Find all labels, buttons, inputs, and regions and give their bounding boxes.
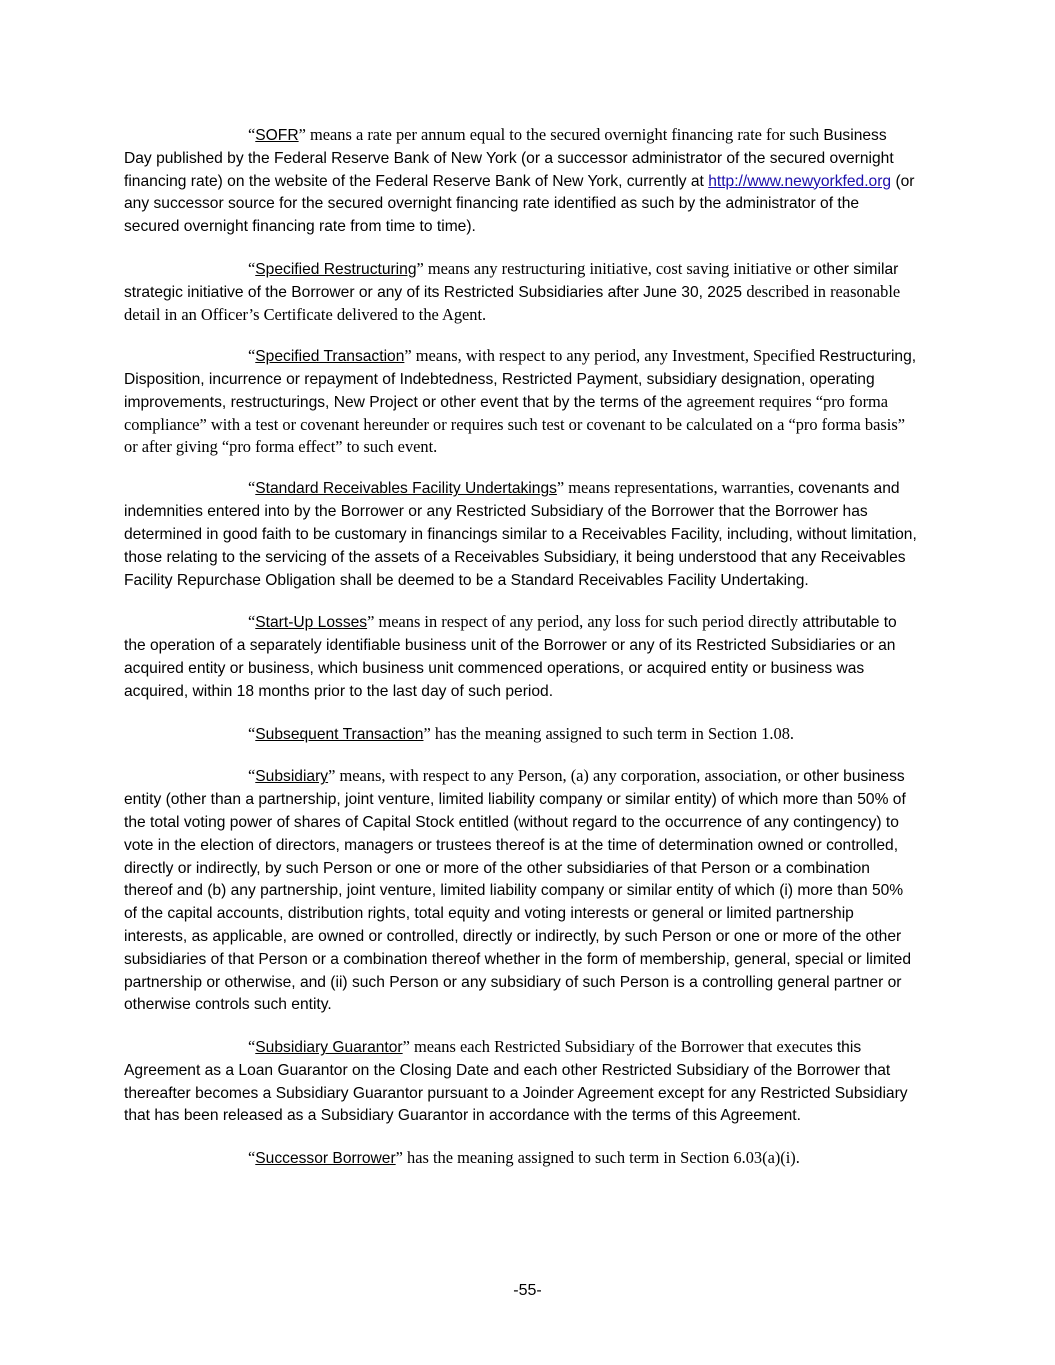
page-number: -55- [513, 1282, 542, 1299]
definition-lead: ” means in respect of any period, any loss for such period directly [367, 612, 803, 632]
definition-specified-transaction: “Specified Transaction” means, with respect to any period, any Investment, Specified Restructuring, Disposition, incurrence or repayment of Indebtedness, Restricted Payment, subsidiary designation, operating improvements, restructurings, New Project or other event that by the terms of the agreement requires “pro forma compliance” with a test or covenant hereunder or requires such test or covenant to be calculated on a “pro forma basis” or after giving “pro forma effect” to such event. [124, 346, 917, 456]
newyorkfed-link[interactable]: http://www.newyorkfed.org [708, 172, 892, 190]
definition-sofr: “SOFR” means a rate per annum equal to the secured overnight financing rate for such Business Day published by the Federal Reserve Bank of New York (or a successor administrator of the secured overnight financing rate) on the website of the Federal Reserve Bank of New York, currently at http://www.newyorkfed.org (or any successor source for the secured overnight financing rate identified as such by the administrator of the secured overnight financing rate from time to time). [124, 125, 915, 236]
definition-tail: agreement requires “pro forma compliance” with a test or covenant hereunder or requires such test or covenant to be calculated on a “pro forma basis” or after giving “pro forma effect” to such event. [124, 391, 905, 456]
definition-body: covenants and indemnities entered into by the Borrower or any Restricted Subsidiary of the Borrower that the Borrower has determined in good faith to be customary in financings similar to a Receivables Facility, including, without limitation, those relating to the servicing of the assets of a Receivables Subsidiary, it being understood that any Receivables Facility Repurchase Obligation shall be deemed to be a Standard Receivables Facility Undertaking. [124, 480, 917, 589]
definition-successor-borrower: “Successor Borrower” has the meaning assigned to such term in Section 6.03(a)(i). [248, 1148, 800, 1168]
definition-tail: described in reasonable detail in an Officer’s Certificate delivered to the Agent. [124, 281, 901, 324]
definition-body: attributable to the operation of a separately identifiable business unit of the Borrower or any of its Restricted Subsidiaries or an acquired entity or business, which business unit commenced operations, or acquired entity or business was acquired, within 18 months prior to the last day of such period. [124, 614, 897, 700]
defined-term: Standard Receivables Facility Undertakings [255, 480, 557, 498]
defined-term: SOFR [255, 127, 299, 144]
definition-lead: ” has the meaning assigned to such term in Section 1.08. [423, 723, 795, 743]
definition-lead: ” means any restructuring initiative, cost saving initiative or [416, 258, 814, 278]
defined-term: Subsidiary Guarantor [255, 1039, 403, 1057]
definition-specified-restructuring: “Specified Restructuring” means any restructuring initiative, cost saving initiative or other similar strategic initiative of the Borrower or any of its Restricted Subsidiaries after June 30, 2025 described in reasonable detail in an Officer’s Certificate delivered to the Agent. [124, 258, 901, 324]
defined-term: Start-Up Losses [255, 614, 368, 632]
defined-term: Successor Borrower [255, 1150, 396, 1168]
definition-body: other business entity (other than a partnership, joint venture, limited liability company or similar entity) of which more than 50% of the total voting power of shares of Capital Stock entitled (without regard to the occurrence of any contingency) to vote in the election of directors, managers or trustees thereof is at the time of determination owned or controlled, directly or indirectly, by such Person or one or more of the other subsidiaries of that Person or a combination thereof and (b) any partnership, joint venture, limited liability company or similar entity of which (i) more than 50% of the capital accounts, distribution rights, total equity and voting interests or general or limited partnership interests, as applicable, are owned or controlled, directly or indirectly, by such Person or one or more of the other subsidiaries of that Person or a combination thereof whether in the form of membership, general, special or limited partnership or otherwise, and (ii) such Person or any subsidiary of such Person is a controlling general partner or otherwise controls such entity. [124, 768, 912, 1014]
definition-lead: ” means each Restricted Subsidiary of the Borrower that executes [402, 1037, 837, 1057]
definition-subsidiary: “Subsidiary” means, with respect to any Person, (a) any corporation, association, or other business entity (other than a partnership, joint venture, limited liability company or similar entity) of which more than 50% of the total voting power of shares of Capital Stock entitled (without regard to the occurrence of any contingency) to vote in the election of directors, managers or trustees thereof is at the time of determination owned or controlled, directly or indirectly, by such Person or one or more of the other subsidiaries of that Person or a combination thereof and (b) any partnership, joint venture, limited liability company or similar entity of which (i) more than 50% of the capital accounts, distribution rights, total equity and voting interests or general or limited partnership interests, as applicable, are owned or controlled, directly or indirectly, by such Person or one or more of the other subsidiaries of that Person or a combination thereof whether in the form of membership, general, special or limited partnership or otherwise, and (ii) such Person or any subsidiary of such Person is a controlling general partner or otherwise controls such entity. [124, 766, 912, 1014]
definitions-section [124, 124, 918, 1190]
definition-body: other similar strategic initiative of the Borrower or any of its Restricted Subsidiaries after June 30, 2025 [124, 260, 899, 301]
definition-lead: ” means a rate per annum equal to the secured overnight financing rate for such [298, 125, 824, 144]
definition-lead: ” means representations, warranties, [556, 478, 799, 498]
definition-subsidiary-guarantor: “Subsidiary Guarantor” means each Restricted Subsidiary of the Borrower that executes this Agreement as a Loan Guarantor on the Closing Date and each other Restricted Subsidiary of the Borrower that thereafter becomes a Subsidiary Guarantor pursuant to a Joinder Agreement except for any Restricted Subsidiary that has been released as a Subsidiary Guarantor in accordance with the terms of this Agreement. [124, 1037, 908, 1125]
defined-term: Specified Transaction [255, 348, 405, 366]
definition-body: this Agreement as a Loan Guarantor on the Closing Date and each other Restricted Subsidiary of the Borrower that thereafter becomes a Subsidiary Guarantor pursuant to a Joinder Agreement except for any Restricted Subsidiary that has been released as a Subsidiary Guarantor in accordance with the terms of this Agreement. [124, 1039, 908, 1125]
defined-term: Specified Restructuring [255, 260, 417, 278]
defined-term: Subsequent Transaction [255, 725, 424, 743]
definition-lead: ” has the meaning assigned to such term in Section 6.03(a)(i). [395, 1148, 800, 1168]
definition-tail: (or any successor source for the secured overnight financing rate identified as such by the administrator of the secured overnight financing rate from time to time). [124, 172, 915, 236]
definition-lead: ” means, with respect to any period, any Investment, Specified [404, 346, 820, 366]
definition-standard-receivables-facility-undertakings: “Standard Receivables Facility Undertakings” means representations, warranties, covenants and indemnities entered into by the Borrower or any Restricted Subsidiary of the Borrower that the Borrower has determined in good faith to be customary in financings similar to a Receivables Facility, including, without limitation, those relating to the servicing of the assets of a Receivables Subsidiary, it being understood that any Receivables Facility Repurchase Obligation shall be deemed to be a Standard Receivables Facility Undertaking. [124, 478, 917, 589]
definition-lead: ” means, with respect to any Person, (a) any corporation, association, or [328, 766, 804, 786]
definition-body: Restructuring, Disposition, incurrence or repayment of Indebtedness, Restricted Payment, subsidiary designation, operating improvements, restructurings, New Project or other event that by the terms of the [124, 348, 917, 411]
definition-start-up-losses: “Start-Up Losses” means in respect of any period, any loss for such period directly attributable to the operation of a separately identifiable business unit of the Borrower or any of its Restricted Subsidiaries or an acquired entity or business, which business unit commenced operations, or acquired entity or business was acquired, within 18 months prior to the last day of such period. [124, 612, 897, 700]
defined-term: Subsidiary [255, 768, 329, 786]
definition-body: Business Day published by the Federal Reserve Bank of New York (or a successor administrator of the secured overnight financing rate) on the website of the Federal Reserve Bank of New York, currently at [124, 127, 894, 190]
definition-subsequent-transaction: “Subsequent Transaction” has the meaning assigned to such term in Section 1.08. [248, 723, 795, 743]
